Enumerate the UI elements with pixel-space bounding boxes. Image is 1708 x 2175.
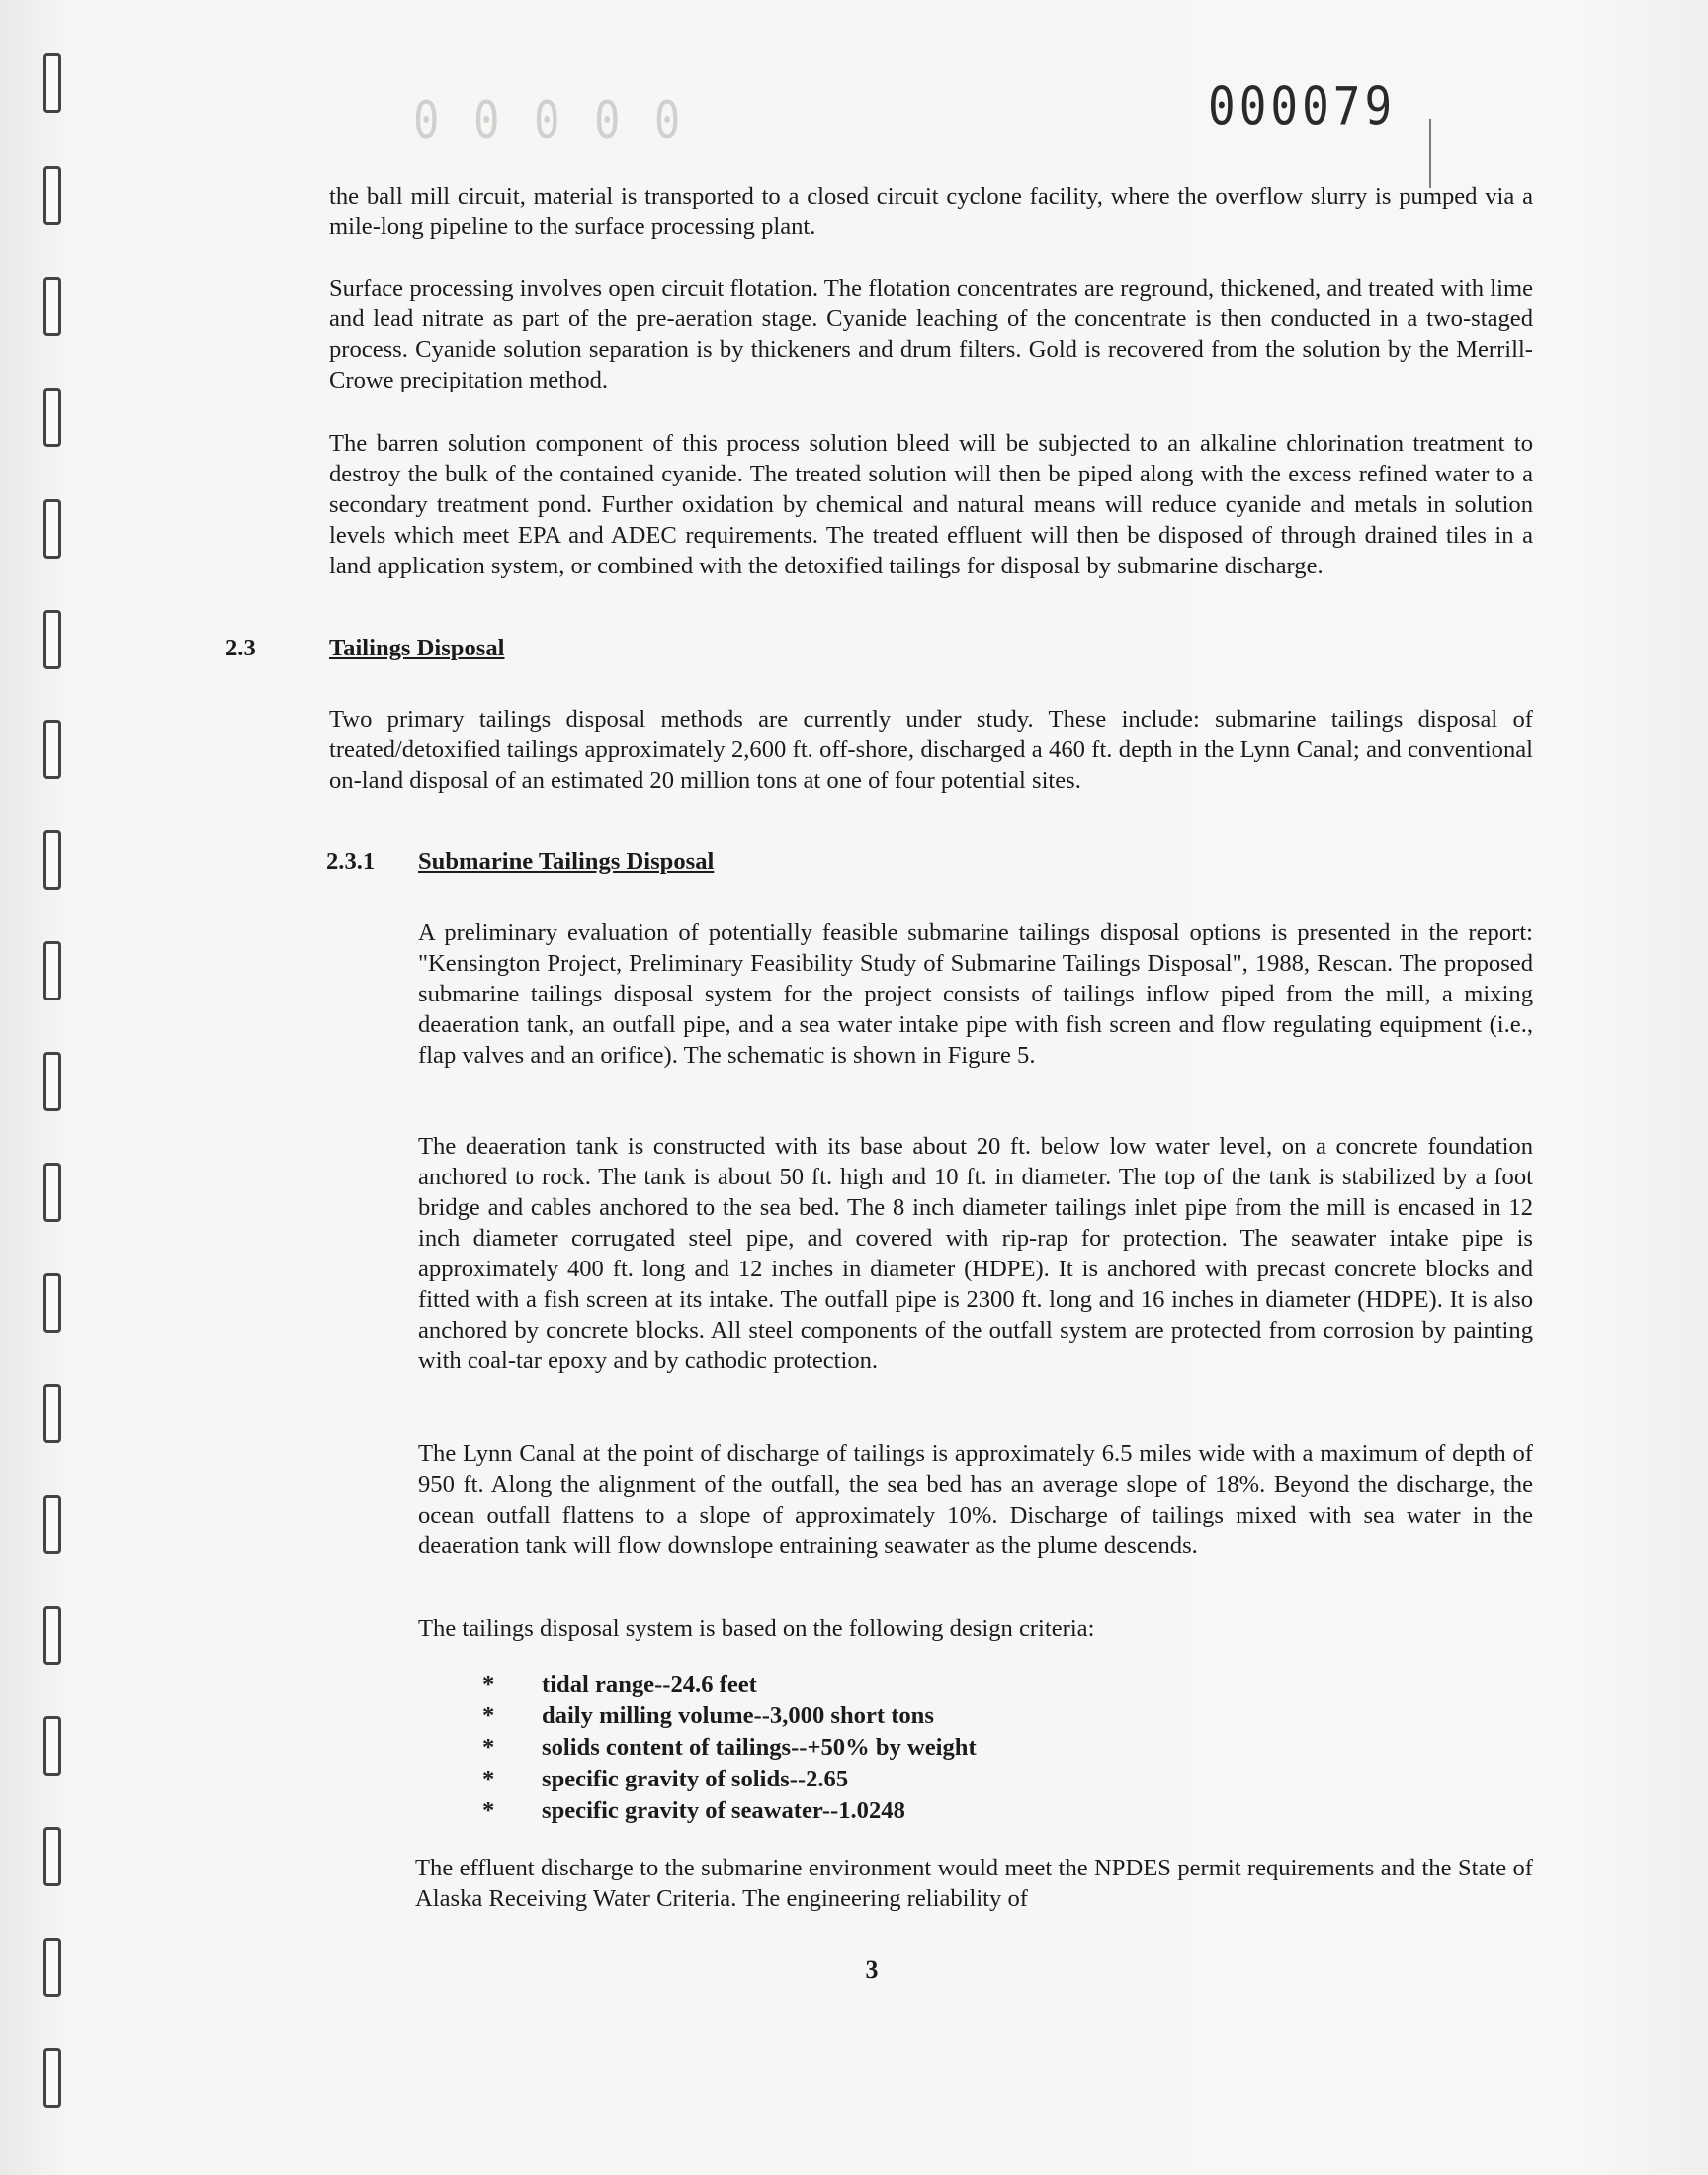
design-criteria-list [482,1669,977,1827]
binder-hole [43,277,61,336]
bullet-star: * [482,1702,495,1729]
paragraph-design-criteria-intro: The tailings disposal system is based on the following design criteria: [418,1615,1095,1642]
binder-hole [43,1716,61,1776]
subsection-title: Submarine Tailings Disposal [418,848,715,875]
bullet-star: * [482,1671,495,1697]
binder-hole [43,941,61,1000]
paragraph-preliminary-evaluation: A preliminary evaluation of potentially feasible submarine tailings disposal options is presented in the report: "Kensington Project, Preliminary Feasibility Study of Submarine Tailings Disposal", 1988, Rescan. The proposed submarine tailings disposal system for the project consists of tailings inflow piped from the mill, a mixing deaeration tank, an outfall pipe, and a sea water intake pipe with fish screen and flow regulating equipment (i.e., flap valves and an orifice). The schematic is shown in Figure 5. [418,919,1533,1069]
bullet-star: * [482,1797,495,1824]
list-item: * specific gravity of seawater--1.0248 [482,1795,977,1827]
binder-hole [43,2048,61,2108]
binder-hole [43,1273,61,1333]
margin-mark [1429,119,1431,188]
list-item: * tidal range--24.6 feet [482,1669,977,1700]
binder-hole [43,830,61,890]
bullet-star: * [482,1734,495,1761]
paragraph-barren-solution: The barren solution component of this process solution bleed will be subjected to an alkaline chlorination treatment to destroy the bulk of the contained cyanide. The treated solution will then be piped along with the excess refined water to a secondary treatment pond. Further oxidation by chemical and natural means will reduce cyanide and metals in solution levels which meet EPA and ADEC requirements. The treated effluent will then be disposed of through drained tiles in a land application system, or combined with the detoxified tailings for disposal by submarine discharge. [329,430,1533,579]
section-heading-2-3-1 [326,848,880,880]
paragraph-lynn-canal: The Lynn Canal at the point of discharge of tailings is approximately 6.5 miles wide with a maximum of depth of 950 ft. Along the alignment of the outfall, the sea bed has an average slope of 18%. Beyond the discharge, the ocean outfall flattens to a slope of approximately 10%. Discharge of tailings mixed with sea water in the deaeration tank will flow downslope entraining seawater as the plume descends. [418,1440,1533,1559]
binder-hole [43,499,61,559]
paragraph-surface-processing: Surface processing involves open circuit flotation. The flotation concentrates are reground, thickened, and treated with lime and lead nitrate as part of the pre-aeration stage. Cyanide leaching of the concentrate is then conducted in a two-staged process. Cyanide solution separation is by thickeners and drum filters. Gold is recovered from the solution by the Merrill-Crowe precipitation method. [329,275,1533,393]
paragraph-ball-mill: the ball mill circuit, material is transported to a closed circuit cyclone facility, where the overflow slurry is pumped via a mile-long pipeline to the surface processing plant. [329,183,1533,240]
faint-stamp: 0 0 0 0 0 [413,91,685,152]
binder-hole [43,53,61,113]
paragraph-deaeration-tank: The deaeration tank is constructed with its base about 20 ft. below low water level, on a concrete foundation anchored to rock. The tank is about 50 ft. high and 10 ft. in diameter. The top of the tank is stabilized by a foot bridge and cables anchored to the sea bed. The 8 inch diameter tailings inlet pipe from the mill is encased in 12 inch diameter corrugated steel pipe, and covered with rip-rap for protection. The seawater intake pipe is approximately 400 ft. long and 12 inches in diameter (HDPE). It is anchored with precast concrete blocks and fitted with a fish screen at its intake. The outfall pipe is 2300 ft. long and 16 inches in diameter (HDPE). It is also anchored by concrete blocks. All steel components of the outfall system are protected from corrosion by painting with coal-tar epoxy and by cathodic protection. [418,1133,1533,1374]
page-number: 3 [865,1956,879,1984]
list-item: * solids content of tailings--+50% by weight [482,1732,977,1764]
binder-hole [43,1163,61,1222]
binder-hole [43,1606,61,1665]
binder-hole [43,720,61,779]
binder-hole [43,1052,61,1111]
binder-hole [43,1384,61,1443]
section-title: Tailings Disposal [329,635,505,661]
list-item: * specific gravity of solids--2.65 [482,1764,977,1795]
binder-hole [43,388,61,447]
document-number: 000079 [1208,75,1397,137]
binder-hole [43,166,61,225]
section-heading-2-3 [225,635,621,666]
binder-hole [43,1495,61,1554]
section-number: 2.3 [225,635,256,661]
paragraph-effluent-discharge: The effluent discharge to the submarine environment would meet the NPDES permit requirements and the State of Alaska Receiving Water Criteria. The engineering reliability of [415,1855,1533,1912]
list-item: * daily milling volume--3,000 short tons [482,1700,977,1732]
paragraph-disposal-methods: Two primary tailings disposal methods are currently under study. These include: submarine tailings disposal of treated/detoxified tailings approximately 2,600 ft. off-shore, discharged a 460 ft. depth in the Lynn Canal; and conventional on-land disposal of an estimated 20 million tons at one of four potential sites. [329,706,1533,794]
subsection-number: 2.3.1 [326,848,376,875]
binder-hole [43,610,61,669]
binder-hole [43,1938,61,1997]
bullet-star: * [482,1766,495,1792]
binder-hole [43,1827,61,1886]
